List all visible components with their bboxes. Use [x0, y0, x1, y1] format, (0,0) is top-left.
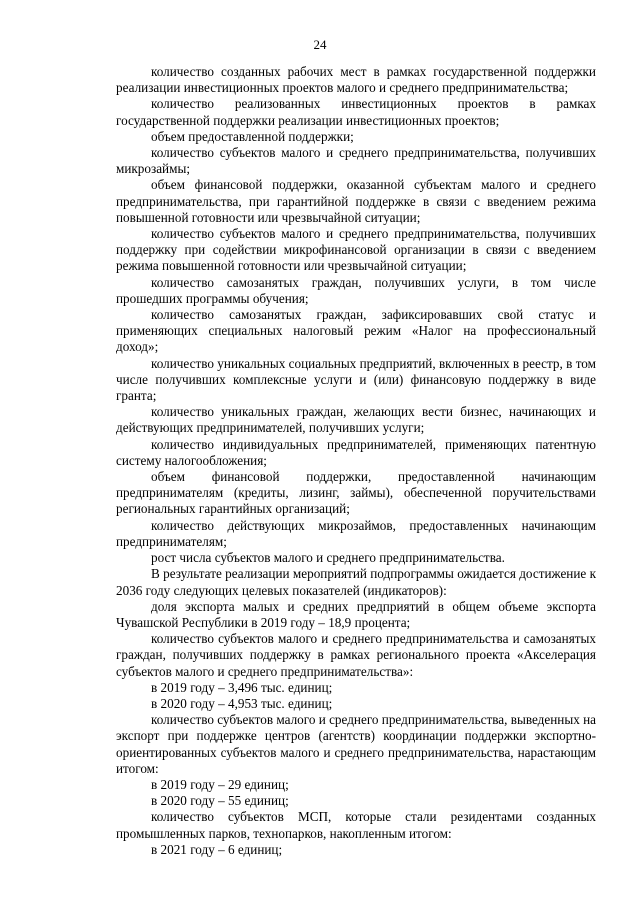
paragraph: объем финансовой поддержки, оказанной субъектам малого и среднего предпринимательства, при гарантийной поддержке в связи с введением режима повышенной готовности или чрезвычайной ситуации; [116, 177, 596, 225]
paragraph: количество субъектов малого и среднего предпринимательства, получивших поддержку при содействии микрофинансовой организации в связи с введением режима повышенной готовности или чрезвычайной ситуации; [116, 226, 596, 274]
page-number: 24 [313, 37, 327, 52]
paragraph: в 2020 году – 4,953 тыс. единиц; [151, 695, 333, 711]
paragraph: в 2020 году – 55 единиц; [151, 793, 289, 809]
paragraph: количество субъектов малого и среднего предпринимательства, получивших микрозаймы; [116, 145, 596, 177]
paragraph: количество уникальных социальных предприятий, включенных в реестр, в том числе получивших комплексные услуги и (или) финансовую поддержку в виде гранта; [116, 355, 596, 404]
paragraph: количество самозанятых граждан, зафиксировавших свой статус и применяющих специальных налоговый режим «Налог на профессиональный доход»; [116, 307, 596, 355]
paragraph: доля экспорта малых и средних предприятий в общем объеме экспорта Чувашской Республики в 2019 году – 18,9 процента; [116, 598, 596, 630]
paragraph: количество субъектов МСП, которые стали резидентами созданных промышленных парков, технопарков, накопленным итогом: [116, 809, 596, 841]
paragraph: в 2019 году – 3,496 тыс. единиц; [151, 679, 333, 695]
paragraph: количество субъектов малого и среднего предпринимательства, выведенных на экспорт при поддержке центров (агентств) координации поддержки экспортно-ориентированных субъектов малого и среднего предпринимательства, нарастающим итогом: [116, 712, 596, 776]
paragraph: В результате реализации мероприятий подпрограммы ожидается достижение к 2036 году следующих целевых показателей (индикаторов): [116, 566, 596, 598]
paragraph: объем предоставленной поддержки; [151, 128, 354, 144]
paragraph: в 2021 году – 6 единиц; [151, 841, 283, 857]
paragraph: количество самозанятых граждан, получивших услуги, в том числе прошедших программы обучения; [116, 274, 596, 306]
paragraph: количество созданных рабочих мест в рамках государственной поддержки реализации инвестиционных проектов малого и среднего предпринимательства; [116, 64, 596, 96]
paragraph: в 2019 году – 29 единиц; [151, 776, 289, 792]
paragraph: рост числа субъектов малого и среднего предпринимательства. [151, 550, 505, 566]
paragraph: количество уникальных граждан, желающих вести бизнес, начинающих и действующих предпринимателей, получивших услуги; [116, 404, 596, 436]
body-text [116, 64, 596, 858]
paragraph: количество действующих микрозаймов, предоставленных начинающим предпринимателям; [116, 517, 596, 549]
paragraph: количество индивидуальных предпринимателей, применяющих патентную систему налогообложения; [116, 436, 596, 468]
paragraph: количество субъектов малого и среднего предпринимательства и самозанятых граждан, получивших поддержку в рамках регионального проекта «Акселерация субъектов малого и среднего предпринимательства»: [116, 631, 596, 679]
paragraph: количество реализованных инвестиционных проектов в рамках государственной поддержки реализации инвестиционных проектов; [116, 96, 596, 128]
paragraph: объем финансовой поддержки, предоставленной начинающим предпринимателям (кредиты, лизинг, займы), обеспеченной поручительствами региональных гарантийных организаций; [116, 469, 596, 517]
